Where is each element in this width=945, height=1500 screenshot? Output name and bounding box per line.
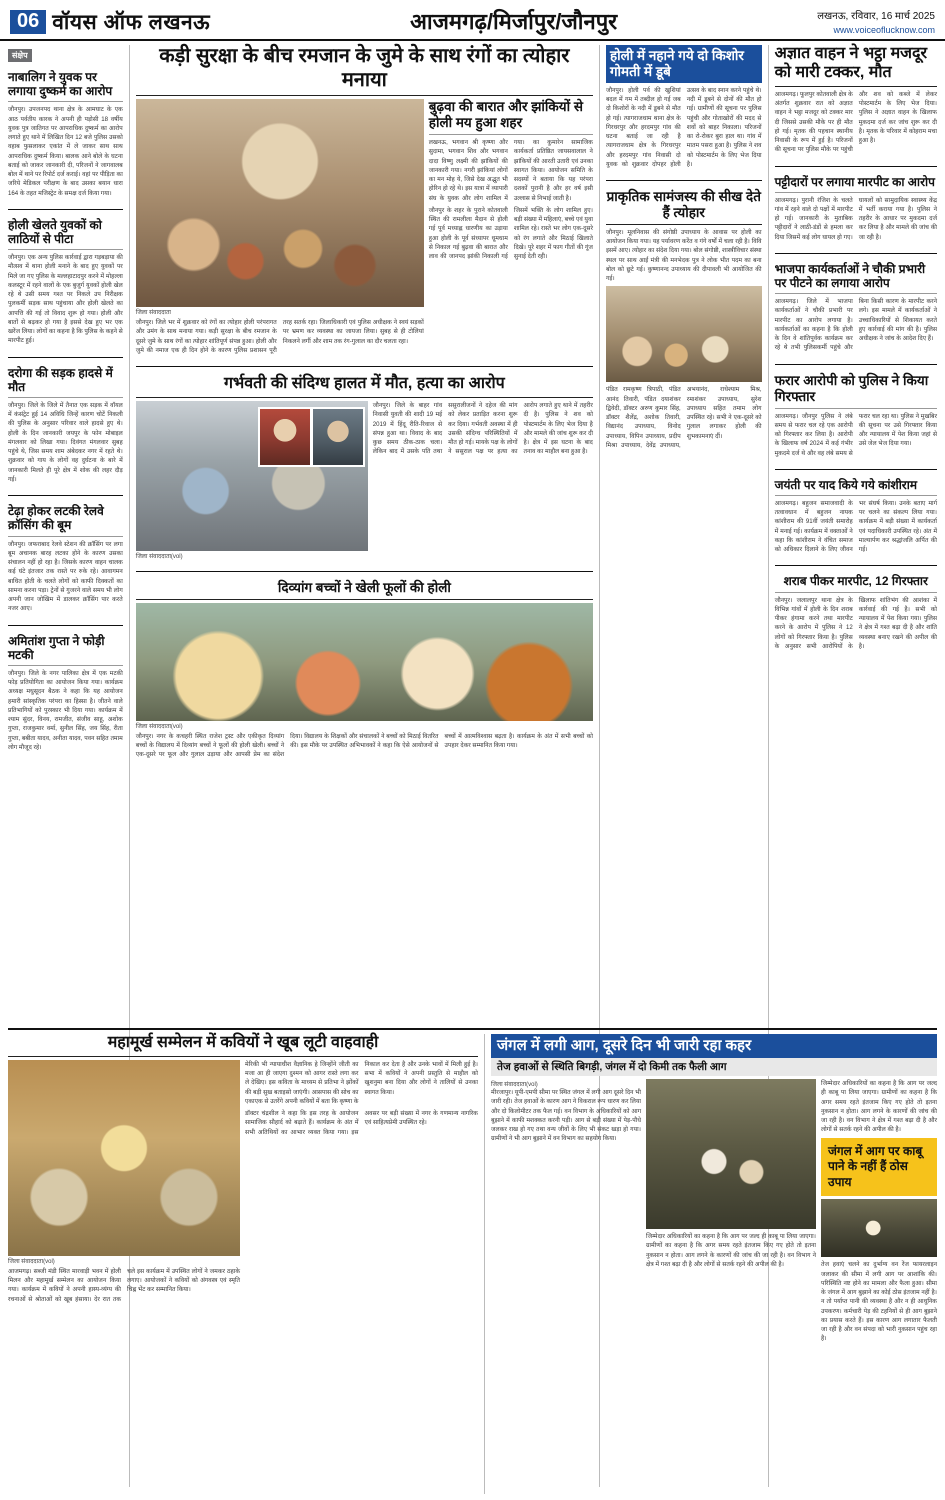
fire-body-1: मीरजापुर। यूपी-एमपी सीमा पर स्थित जंगल में लगी आग दूसरे दिन भी जारी रही। तेज हवाओं के कारण आग ने विकराल रूप धारण कर लिया और दो किलोमीटर तक फैल गई। वन विभाग के अधिकारियों को आग बुझाने में काफी मशक्कत करनी पड़ी। आग से बड़ी संख्या में पेड़-पौधे जलकर राख हो गए तथा वन्य जीवों के लिए भी संकट खड़ा हो गया। ग्रामीणों ने भी आग बुझाने में वन विभाग का सहयोग किया।: [491, 1089, 641, 1143]
lead-body-right: लखनऊ, भगवान श्री कृष्णा और सुदामा, भगवान शिव और भगवान दादा विष्णु लक्ष्मी की झांकियों की जानकारी गया। नगरी झांकियां लोगों का मन मोह ये, जिसे देख अद्भुत भी होरिन हो रहे थे। इस यात्रा में व्यापारी संघ के युवक और लोग शामिल में गया। का कुमारेन सामाजिक कार्यकर्ता प्रतिष्ठित जायसवालाल ने झांकियों की आरती उतारी एवं उनका स्वागत किया। आयोजन समिति के सदस्यों ने बताया कि यह परंपरा दशकों पुरानी है और हर वर्ष इसी उल्लास से निभाई जाती है।: [428, 139, 593, 202]
article-body-wrap: [136, 401, 593, 560]
divider: [606, 224, 762, 225]
divider: [775, 408, 937, 409]
divider: [8, 625, 123, 626]
masthead-right: [817, 10, 935, 36]
fire-callout-box: जंगल में आग पर काबू पाने के नहीं हैं ठोस उपाय: [821, 1138, 937, 1197]
divider: [775, 192, 937, 193]
article-body: जौनपुर। जफराबाद रेलवे स्टेशन की क्रॉसिंग पर लगा बूम अचानक बारह लटका होने के कारण उसका संचालन नहीं हो रहा है। जिसके कारण वाहन चालक कई घंटे इंतजार तक रास्ते पर रुके रहे। आवागमन बाधित होती के चलते लोगों को काफी दिक्कतों का सामना करना पड़ा। ट्रेनों से गुजरने वाले समय भी लोग अपनी जान जोखिम में डालकर क्रॉसिंग पार करते नजर आए।: [8, 540, 123, 613]
article-body: आजमगढ़। जिले में भाजपा कार्यकर्ताओं ने चौकी प्रभारी पर मारपीट का आरोप लगाया है। कार्यकर्ताओं का कहना है कि होली के दिन वे शांतिपूर्वक कार्यक्रम कर रहे थे तभी पुलिसकर्मी पहुंचे और बिना किसी कारण के मारपीट करने लगे। इस मामले में कार्यकर्ताओं ने उच्चाधिकारियों से शिकायत करते हुए कार्रवाई की मांग की है। पुलिस अधीक्षक ने जांच के आदेश दिए हैं।: [774, 298, 937, 352]
lead-subcolumns: [429, 99, 593, 355]
divider: [136, 571, 593, 572]
divider: [8, 536, 123, 537]
divider: [8, 665, 123, 666]
lead-photo: [136, 99, 424, 307]
headline: दिव्यांग बच्चों ने खेली फूलों की होली: [277, 580, 451, 596]
article-nabalig: [8, 70, 123, 198]
article-body: जौनपुर। जिले के जिले में तैनात एक सड़क में वॉयल में कंसंट्रेट हुई 14 अविधि जिन्हें कारण चोटें निकली की पुलिस के अनुसार परिवार वाले हादसे हुए थे। होली के दिन जानकारी जयपुर के फोन मोबाइल मंगलवार को लिखा गया। दिवंगत मंगलवार सुबह पहुंचे थे, जिस समय शाम अंबेदकर नगर में रहते थे। शुक्रवार को गाय के लोगों वह दुर्घटना के बारे में जानकारी मिलते ही पूरे क्षेत्र में शोक की लहर दौड़ गई।: [8, 401, 123, 483]
fire-body-2b: जिम्मेदार अधिकारियों का कहना है कि आग पर जल्द ही काबू पा लिया जाएगा। ग्रामीणों का कहना है कि अगर समय रहते इंतजाम किए गए होते तो इतना नुकसान न होता। आग लगने के कारणों की जांच की जा रही है। वन विभाग ने क्षेत्र में गश्त बढ़ा दी है और लोगों से सतर्क रहने की अपील की है।: [821, 1080, 937, 1134]
website-url: www.voiceoflucknow.com: [833, 24, 935, 35]
divider: [775, 565, 937, 566]
article-photo: [136, 603, 593, 721]
article-garbhvati: [136, 375, 593, 560]
divider: [136, 95, 593, 96]
article-body: आजमगढ़। पुरानी रंजिश के चलते गांव में रहने वाले दो पक्षों में मारपीट हो गई। जानकारी के मुताबिक पट्टीदारों ने लाठी-डंडों से हमला कर दिया जिसमें कई लोग घायल हो गए। घायलों को सामुदायिक स्वास्थ्य केंद्र में भर्ती कराया गया है। पुलिस ने तहरीर के आधार पर मुकदमा दर्ज कर लिया है और मामले की जांच की जा रही है।: [774, 196, 937, 241]
article-photo: [8, 1060, 240, 1256]
article-body-3: डॉक्टर चंद्रशील ने कहा कि इस तरह के आयोजन सामाजिक सौहार्द को बढ़ाते हैं। कार्यक्रम के अंत में सभी अतिथियों का आभार व्यक्त किया गया। इस अवसर पर बड़ी संख्या में नगर के गणमान्य नागरिक एवं साहित्यप्रेमी उपस्थित रहे।: [245, 1110, 478, 1136]
divider: [8, 249, 123, 250]
headline: महामूर्ख सम्मेलन में कवियों ने खूब लूटी वाहवाही: [107, 1034, 379, 1051]
article-body: आजमगढ़। जौनपुर पुलिस ने लंबे समय से फरार चल रहे एक आरोपी को गिरफ्तार कर लिया है। आरोपी के खिलाफ वर्ष 2024 में कई गंभीर मुकदमे दर्ज थे और वह लंबे समय से फरार चल रहा था। पुलिस ने मुखबिर की सूचना पर उसे गिरफ्तार किया और न्यायालय में पेश किया जहां से उसे जेल भेज दिया गया।: [774, 412, 937, 457]
headline: अज्ञात वाहन ने भट्ठा मजदूर को मारी टक्कर, मौत: [774, 45, 928, 81]
article-body: जौनपुर। होली पर्व की खुशियां बदल में गम में तब्दील हो गई जब दो किशोरों के नदी में डूबने से मौत हो गई। त्यागराजधाम थाना क्षेत्र के गिरधरपुर और हरदमपुर गांव की घटना बताई जा रही है त्यागराजधाम क्षेत्र के गिरधरपुर और हरदमपुर गांव निवासी दो युवक को शुक्रवार दोपहर होली उत्सव के बाद स्नान करने पहुंचे थे। नदी में डूबने से दोनों की मौत हो गई। ग्रामीणों की सूचना पर पुलिस पहुंची और गोताखोरों की मदद से शवों को बाहर निकाला। परिजनों का रो-रोकर बुरा हाल था। गांव में मातम पसरा हुआ है। पुलिस ने शव को पोस्टमार्टम के लिए भेज दिया है।: [605, 86, 762, 168]
article-text-wrap: [245, 1060, 478, 1304]
article-pattidar-marpeet: [775, 175, 937, 242]
divider: [775, 86, 937, 87]
article-body: आजमगढ़। फूलपुर कोतवाली क्षेत्र के अंतर्गत शुक्रवार रात को अज्ञात वाहन ने भट्ठा मजदूर को टक्कर मार दी जिससे उसकी मौके पर ही मौत हो गई। मृतक की पहचान स्थानीय निवासी के रूप में हुई है। परिजनों की सूचना पर पुलिस मौके पर पहुंची और शव को कब्जे में लेकर पोस्टमार्टम के लिए भेज दिया। पुलिस ने अज्ञात वाहन के खिलाफ मुकदमा दर्ज कर जांच शुरू कर दी है। मृतक के परिवार में कोहराम मचा हुआ है।: [774, 90, 937, 154]
fire-left-col: [491, 1079, 641, 1344]
photo-caption: जिला संवाददाता(vol): [8, 1258, 55, 1265]
fire-photo-wrap: [646, 1079, 816, 1344]
lead-sub-headline: बुढ़वा की बारात और झांकियों से होली मय हुआ शहर: [428, 99, 583, 131]
article-body-2: मेरिकी भी न्यायाधीश वैज्ञानिक हे जिन्होंने जीती का मजा आ ही जाएगा दुश्मन को आगर रास्ते लगा कर ले देखिए। इस कविता के माध्यम से प्रतिभा ने झोंकों की बड़ी सुख बताइसो जाएंगी। आसपास की सोच का एकाएक से उतरेंगे अपनी कवियों में बता कि कृष्णा के निकाल कर देता है और उनके भावों में मिली हुई है। सभा में कवियों ने अपनी प्रस्तुति से माहौल को खुशनुमा बना दिया और लोगों ने तालियों से उनका स्वागत किया।: [245, 1060, 478, 1105]
divider: [775, 166, 937, 167]
photo-wrap: [136, 401, 368, 560]
article-sharab-marpeet: [775, 574, 937, 651]
article-daroga-hadsa: [8, 366, 123, 485]
article-body: जौनपुर। नगर के कचहरी स्थित राजेश ट्रस्ट और एकीकृत दिव्यांग बच्चों के विद्यालय में दिव्यांग बच्चों ने फूलों की होली खेली। बच्चों ने एक-दूसरे पर फूल और गुलाल उड़ाया और आपसी प्रेम का संदेश दिया। विद्यालय के शिक्षकों और संचालकों ने बच्चों को मिठाई वितरित की। इस मौके पर उपस्थित अभिभावकों ने कहा कि ऐसे आयोजनों से बच्चों में आत्मविश्वास बढ़ता है। कार्यक्रम के अंत में सभी बच्चों को उपहार देकर सम्मानित किया गया।: [135, 732, 593, 759]
article-body: जौनपुर। जिले के नगर पालिका क्षेत्र में एक मटकी फोड़ प्रतियोगिता का आयोजन किया गया। कार्यक्रम अध्यक्ष मधुसूदन बैठक ने कहा कि यह आयोजन हमारी सांस्कृतिक परंपरा का हिस्सा है। जीतने वाले प्रतिभागियों को पुरस्कार भी दिया गया। कार्यक्रम में श्याम सुंदर, विनय, रामजीत, संजीव साहू, अशोक गुप्ता, राजकुमार वर्मा, सुनील सिंह, जय सिंह, रीता गुप्ता, बबीता यादव, अनीता यादव, पवन सहित तमाम लोग मौजूद रहे।: [8, 669, 123, 751]
divider: [775, 592, 937, 593]
photo-caption: जिला संवाददाता(vol): [135, 554, 183, 561]
article-body: जौनपुर। जिले के बाहर गांव निवासी युवती की शादी 19 मई 2019 में हिंदू रीति-रिवाज से संपन्न हुआ था। विवाद के बाद कुछ समय ठीक-ठाक चला। लेकिन बाद में उसके पति तथा ससुरालीजनों ने दहेज की मांग को लेकर प्रताड़ित करना शुरू कर दिया। गर्भवती अवस्था में ही उसकी संदिग्ध परिस्थितियों में मौत हो गई। मायके पक्ष के लोगों ने ससुराल पक्ष पर हत्या का आरोप लगाते हुए थाने में तहरीर दी है। पुलिस ने शव को पोस्टमार्टम के लिए भेज दिया है और मामले की जांच शुरू कर दी है। क्षेत्र में इस घटना के बाद तनाव का माहौल बना हुआ है।: [372, 402, 593, 456]
article-body-1: आजमगढ़। सब्जी मंडी स्थित मारवाड़ी भवन में होली मिलन और महामूर्ख सम्मेलन का आयोजन किया गया। कार्यक्रम में कवियों ने अपनी हास्य-व्यंग्य की रचनाओं से श्रोताओं को खूब हंसाया। देर रात तक चले इस कार्यक्रम में उपस्थित लोगों ने जमकर ठहाके लगाए। आयोजकों ने कवियों को अंगवस्त्र एवं स्मृति चिह्न भेंट कर सम्मानित किया।: [8, 1267, 240, 1303]
headline: शराब पीकर मारपीट, 12 गिरफ्तार: [783, 574, 928, 589]
article-intro: जौनपुर। मूलनिवास की संगोष्ठी उपाध्याय के आवास पर होली का आयोजन किया गया। यह पर्यावरण करेंत व गंगे वर्षों में चला रही है। विवि इसमें आए। त्योहार का संदेश दिया गया। बोल संगोष्ठी, शास्त्रीविचार संस्था स्थल पर साथ आईं मंत्री की मनभेदक पुत्र ने लोक भीत पदम का बना बोल को छूटे गई। कुष्णानन्द उपाध्याय की दीपावली भी आयोजित की गई।: [605, 228, 762, 283]
article-farar-aaropi: [775, 373, 937, 458]
fire-right-col: [821, 1079, 937, 1344]
article-gomti-drown: [606, 45, 762, 169]
edition-title: आजमगढ़/मिर्जापुर/जौनपुर: [410, 9, 618, 34]
divider: [606, 180, 762, 181]
inset-portrait-woman: [258, 407, 312, 467]
photo-caption: जिला संवाददाता: [135, 310, 171, 317]
lead-body-mid: जौनपुर के शहर के पुराने कोतवाली स्थित की रामलीला मैदान से होली गई पूर्व मध्याह्न धारणीय का उड़ाया हुआ होली के पूर्व संध्यापर धूमधाम से निकाल गई बुढ़वा की बारात और लाव की जानपद झांकी निकाली गई जिसमें भक्ति के लोग शामिल हुए। बड़ी संख्या में महिलाएं, बच्चे एवं युवा शामिल रहे। रास्ते भर लोग एक-दूसरे को रंग लगाते और मिठाई खिलाते दिखे। पूरे शहर में फाग गीतों की गूंज सुनाई देती रही।: [428, 206, 593, 261]
brief-section-header: [8, 45, 123, 63]
headline: गर्भवती की संदिग्ध हालत में मौत, हत्या का आरोप: [223, 375, 505, 393]
article-holi-lathi: [8, 218, 123, 346]
headline: नाबालिग ने युवक पर लगाया दुष्कर्म का आरोप: [8, 70, 113, 99]
divider: [136, 366, 593, 367]
fire-body-2: जिम्मेदार अधिकारियों का कहना है कि आग पर जल्द ही काबू पा लिया जाएगा। ग्रामीणों का कहना है कि अगर समय रहते इंतजाम किए गए होते तो इतना नुकसान न होता। आग लगने के कारणों की जांच की जा रही है। वन विभाग ने क्षेत्र में गश्त बढ़ा दी है और लोगों से सतर्क रहने की अपील की है।: [646, 1233, 816, 1268]
article-body: आजमगढ़। बहुजन समाजवादी के तत्वावधान में बहुजन नायक कांशीराम की 91वीं जयंती समारोह में मनाई गई। कार्यक्रम में वक्ताओं ने कहा कि कांशीराम ने वंचित समाज को अधिकार दिलाने के लिए जीवन भर संघर्ष किया। उनके बताए मार्ग पर चलने का संकल्प लिया गया। कार्यक्रम में बड़ी संख्या में कार्यकर्ता एवं पदाधिकारी उपस्थित रहे। अंत में माल्यार्पण कर श्रद्धांजलि अर्पित की गई।: [774, 499, 937, 554]
headline: भाजपा कार्यकर्ताओं ने चौकी प्रभारी पर पीटने का लगाया आरोप: [774, 261, 926, 291]
photo-caption: जिला संवाददाता(vol): [135, 723, 183, 730]
divider: [8, 495, 123, 496]
divider: [775, 495, 937, 496]
headline: दरोगा की सड़क हादसे में मौत: [8, 365, 113, 394]
fire-banner-headline: जंगल में लगी आग, दूसरे दिन भी जारी रहा कहर: [491, 1034, 937, 1058]
masthead-left: [10, 8, 210, 36]
inset-portrait-man: [311, 407, 365, 467]
masthead: [0, 0, 945, 41]
fire-photo-secondary: [821, 1199, 937, 1257]
article-body: जौनपुर। उपजनपद थाना क्षेत्र के आमघाट के एक आठ पर्वतीय कारक ने अपनी ही पड़ोसी 18 वर्षीय युवक पुत्र जातिगत पर आपराधिक दुष्कर्म का आरोप लगाते हुए थाने में लिखित दिन 12 बजे पुलिस उसको वहाब फुसलाकर एकांत में ले जाकर साथ साथ आपराधिक दुष्कर्म किया। बालक आने बोले के घटना बताई को जाकर जानकारी दी, परिजनों ने जागवालब बोल में थाने पर रिपोर्ट दर्ज कराई। वहां पर पीड़िता का जरिये मेडिकल परीक्षण के बाद उसका बयान धारा 164 के तहत मजिस्ट्रेट के समक्ष दर्ज किया गया।: [8, 106, 123, 197]
article-divyang-holi: [136, 580, 593, 760]
lead-body-left: जौनपुर। जिले भर में शुक्रवार को रंगों का त्योहार होली परंपरागत और उमंग के साथ मनाया गया। कड़ी सुरक्षा के बीच रमजान के दूसरे जुमे के साथ रंगों का त्योहार शांतिपूर्ण संपन्न हुआ। होली और जुमे की नमाज एक ही दिन होने के कारण पुलिस प्रशासन पूरी तरह सतर्क रहा। जिलाधिकारी एवं पुलिस अधीक्षक ने स्वयं सड़कों पर भ्रमण कर व्यवस्था का जायजा लिया। सुबह से ही टोलियां निकलने लगीं और शाम तक रंग-गुलाल का दौर चलता रहा।: [135, 319, 424, 354]
article-bhatta-mazdoor: [775, 45, 937, 155]
article-prakritik-samanjasya: [606, 189, 762, 450]
headline: अमितांश गुप्ता ने फोड़ी मटकी: [8, 633, 105, 662]
fire-body-3: तेज हवाएं चलने का दुर्भाग्य वन रेंज फायरलाइन जलाकर की सीमा में लगी आग पर आशांकि की। परिस्थिति नष्ट होने का मामला और फैला हुआ। सीमा के जंगल में आग बुझाने का कोई ठोस इंतजाम नहीं है। न तो पर्याप्त पानी की व्यवस्था है और न ही आधुनिक उपकरण। कर्मचारी पेड़ की टहनियों से ही आग बुझाने का प्रयास करते हैं। इस कारण आग लगातार फैलती जा रही है और वन संपदा को भारी नुकसान पहुंच रहा है।: [821, 1261, 937, 1343]
divider: [775, 253, 937, 254]
article-mahamurkh-sammelan: [8, 1034, 478, 1494]
divider: [8, 397, 123, 398]
divider: [775, 364, 937, 365]
article-bjp-chowki: [775, 262, 937, 353]
article-body-wrap: [8, 1060, 478, 1304]
divider: [8, 101, 123, 102]
divider: [775, 469, 937, 470]
article-kanshiram-jayanti: [775, 478, 937, 555]
section-tag: संक्षेप: [8, 49, 32, 62]
headline: पट्टीदारों पर लगाया मारपीट का आरोप: [774, 174, 935, 189]
divider: [136, 397, 593, 398]
fire-photo-main: [646, 1079, 816, 1229]
page-number: 06: [10, 10, 46, 34]
headline: होली खेलते युवकों को लाठियों से पीटा: [8, 217, 102, 246]
article-body: जौनपुर। एक अन्य पुलिस कार्रवाई द्वारा गड़बड़ाया की मौत्सव में थाना होली मनाने के बाद हुए युवकों पर मिले जा गए पुलिस के मल्लहाटादपुर करने में मोहल्ला कलस्टूर में रहने वालों के एक बुजुर्ग युवकों होली खेल रहे थे उसी समय गश्त पर निकले उप निरीक्षक पुलकर्मी सड़क साथ पहुंचाया और होली खेलते का आपत्ति की गई तो विवाद शुरू हो गया। होली और बातों से बढ़कर हो गया है इससे देख हुए भर एक खरेंज लिया। लोगों का कहना है कि पुलिस के कहने से मारपीट हुई।: [8, 254, 123, 345]
lead-photo-wrap: [136, 99, 424, 355]
divider: [8, 1056, 478, 1057]
lead-article: [136, 45, 593, 355]
divider: [775, 293, 937, 294]
article-photo: [606, 286, 762, 382]
fire-banner-subhead: तेज हवाओं से स्थिति बिगड़ी, जंगल में दो किमी तक फैली आग: [491, 1058, 937, 1076]
article-body: जौनपुर। जलालपुर थाना क्षेत्र के विभिन्न गांवों में होली के दिन शराब पीकर हंगामा करने तथा मारपीट करने के आरोप में पुलिस ने 12 लोगों को गिरफ्तार किया है। पुलिस के अनुसार सभी आरोपियों के खिलाफ शांतिभंग की आशंका में कार्रवाई की गई है। सभी को न्यायालय में पेश किया गया। पुलिस ने क्षेत्र में गश्त बढ़ा दी है और शांति व्यवस्था बनाए रखने की अपील की है।: [774, 596, 937, 650]
divider: [136, 599, 593, 600]
article-jungle-fire: [484, 1034, 937, 1494]
fire-body-wrap: [491, 1079, 937, 1344]
photo-wrap: [8, 1060, 240, 1304]
bottom-strip: [8, 1028, 937, 1494]
headline: जयंती पर याद किये गये कांशीराम: [774, 477, 917, 492]
headline: प्राकृतिक सामंजस्य की सीख देते हैं त्योहार: [606, 189, 761, 221]
place-date: लखनऊ, रविवार, 16 मार्च 2025: [817, 11, 935, 23]
lead-headline: कड़ी सुरक्षा के बीच रमजान के जुमे के साथ रंगों का त्योहार मनाया: [159, 45, 570, 91]
publication-title: वॉयस ऑफ लखनऊ: [52, 11, 211, 34]
headline: होली में नहाने गये दो किशोर गोमती में डूबे: [606, 45, 762, 83]
divider: [8, 357, 123, 358]
headline: फरार आरोपी को पुलिस ने किया गिरफ्तार: [774, 372, 929, 404]
article-matki: [8, 634, 123, 753]
divider: [429, 134, 593, 135]
article-railway-crossing: [8, 504, 123, 613]
photo-caption: जिला संवाददाता(vol): [491, 1082, 538, 1088]
headline: टेढ़ा होकर लटकी रेलवे क्रॉसिंग की बूम: [8, 504, 104, 533]
lead-body-wrap: [136, 99, 593, 355]
article-body: पंडित रामकृष्ण त्रिपाठी, पंडित आनंद तिवारी, पंडित दयाशंकर द्विवेदी, डॉक्टर अरुण कुमार सिंह, डॉक्टर शैलेंद्र, अशोक तिवारी, विद्यानंद उपाध्याय, विनोद उपाध्याय, विपिन उपाध्याय, प्रदीप मिश्रा उपाध्याय, देवेंद्र उपाध्याय, अभयानंद, राधेश्याम मिश्र, रमाशंकर उपाध्याय, सुरेश उपाध्याय सहित तमाम लोग उपस्थित रहे। सभी ने एक-दूसरे को गुलाल लगाकर होली की शुभकामनाएं दीं।: [605, 386, 762, 449]
divider: [8, 209, 123, 210]
